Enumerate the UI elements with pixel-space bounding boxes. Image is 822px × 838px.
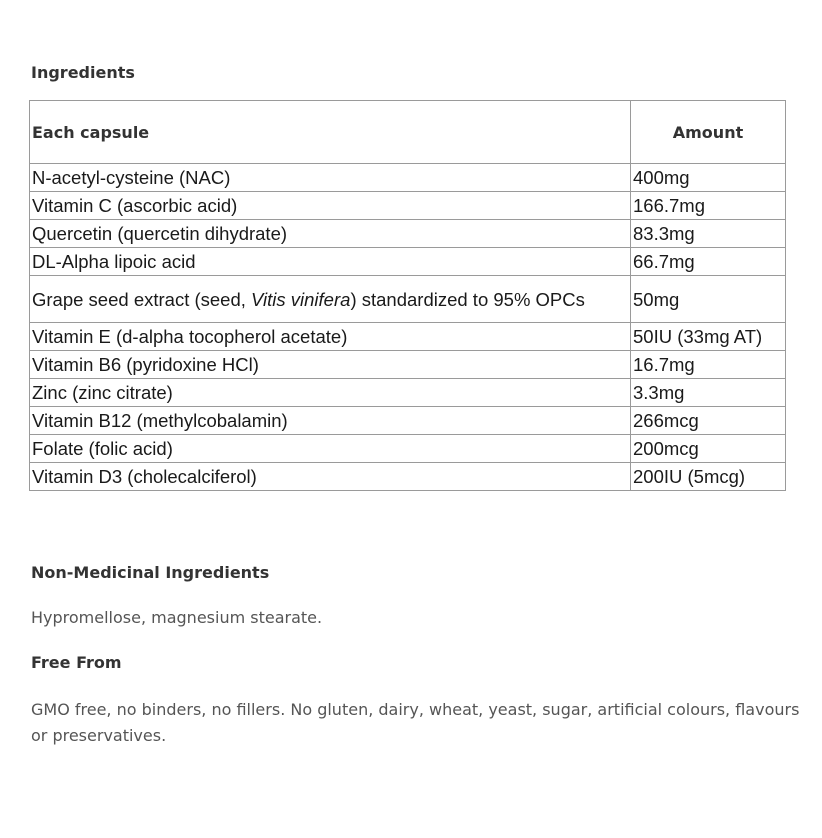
column-header-each-capsule: Each capsule — [30, 101, 631, 164]
ingredient-name: Zinc (zinc citrate) — [30, 379, 631, 407]
ingredients-table — [29, 100, 786, 491]
ingredient-name — [30, 276, 631, 323]
ingredient-amount: 66.7mg — [631, 248, 786, 276]
ingredient-amount: 400mg — [631, 164, 786, 192]
free-from-text: GMO free, no binders, no fillers. No gluten, dairy, wheat, yeast, sugar, artificial colours, flavours or preservatives. — [31, 700, 800, 745]
ingredient-amount: 50IU (33mg AT) — [631, 323, 786, 351]
ingredient-amount: 16.7mg — [631, 351, 786, 379]
ingredient-name-part: ) standardized to 95% OPCs — [350, 288, 585, 310]
column-header-amount: Amount — [631, 101, 786, 164]
ingredient-name: Folate (folic acid) — [30, 435, 631, 463]
table-header-row — [30, 101, 786, 164]
ingredient-amount: 200mcg — [631, 435, 786, 463]
ingredient-name: DL-Alpha lipoic acid — [30, 248, 631, 276]
ingredient-amount: 200IU (5mcg) — [631, 463, 786, 491]
ingredient-amount: 83.3mg — [631, 220, 786, 248]
table-row — [30, 192, 786, 220]
ingredient-name: Quercetin (quercetin dihydrate) — [30, 220, 631, 248]
ingredient-name: N-acetyl-cysteine (NAC) — [30, 164, 631, 192]
ingredient-amount: 3.3mg — [631, 379, 786, 407]
ingredient-name: Vitamin B12 (methylcobalamin) — [30, 407, 631, 435]
table-row — [30, 435, 786, 463]
ingredient-amount: 50mg — [631, 276, 786, 323]
table-row — [30, 351, 786, 379]
table-row — [30, 463, 786, 491]
table-row — [30, 323, 786, 351]
table-row — [30, 164, 786, 192]
table-row — [30, 379, 786, 407]
ingredient-name: Vitamin C (ascorbic acid) — [30, 192, 631, 220]
ingredient-name: Vitamin E (d-alpha tocopherol acetate) — [30, 323, 631, 351]
non-medicinal-heading: Non-Medicinal Ingredients — [31, 563, 270, 582]
ingredient-name: Vitamin B6 (pyridoxine HCl) — [30, 351, 631, 379]
table-row — [30, 248, 786, 276]
table-row — [30, 220, 786, 248]
ingredient-amount: 266mcg — [631, 407, 786, 435]
table-row — [30, 407, 786, 435]
ingredients-heading: Ingredients — [31, 63, 135, 82]
ingredient-name: Vitamin D3 (cholecalciferol) — [30, 463, 631, 491]
ingredient-name-part: Grape seed extract (seed, — [32, 288, 252, 310]
ingredient-botanical-name: Vitis vinifera — [251, 288, 351, 310]
free-from-heading: Free From — [31, 653, 122, 672]
non-medicinal-text: Hypromellose, magnesium stearate. — [31, 608, 323, 627]
table-row — [30, 276, 786, 323]
ingredient-amount: 166.7mg — [631, 192, 786, 220]
